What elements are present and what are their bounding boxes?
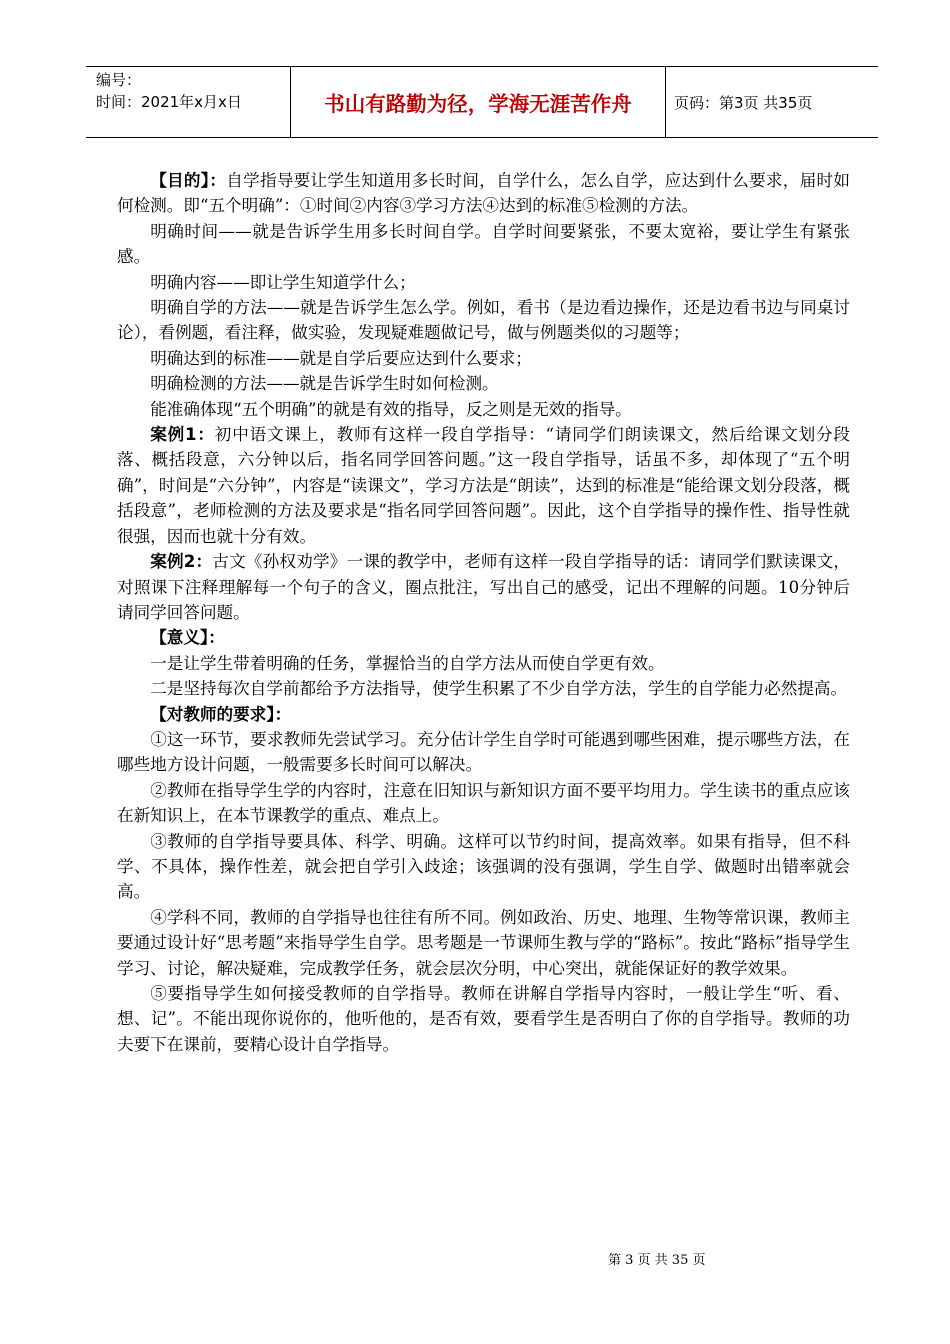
page-header	[86, 66, 878, 138]
document-time: 时间：2021年x月x日	[96, 93, 242, 111]
paragraph	[117, 676, 850, 701]
paragraph-heading: 【意义】：	[150, 628, 225, 648]
header-meta	[86, 67, 290, 137]
paragraph-text: 明确时间——就是告诉学生用多长时间自学。自学时间要紧张，不要太宽裕，要让学生有紧张感。	[117, 221, 850, 267]
paragraph-text: 二是坚持每次自学前都给予方法指导，使学生积累了不少自学方法，学生的自学能力必然提高。	[150, 679, 848, 699]
paragraph-text: 能准确体现“五个明确”的就是有效的指导，反之则是无效的指导。	[150, 399, 632, 419]
paragraph-heading: 【目的】：	[150, 171, 227, 190]
document-body	[117, 168, 850, 1057]
document-code: 编号：	[96, 71, 142, 89]
section-heading	[117, 702, 850, 727]
paragraph-text: 自学指导要让学生知道用多长时间，自学什么，怎么自学，应达到什么要求，届时如何检测。即“五个明确”：①时间②内容③学习方法④达到的标准⑤检测的方法。	[117, 171, 850, 216]
paragraph-text: ④学科不同，教师的自学指导也往往有所不同。例如政治、历史、地理、生物等常识课，教师主要通过设计好“思考题”来指导学生自学。思考题是一节课师生教与学的“路标”。按此“路标”指导学生学习、讨论，解决疑难，完成教学任务，就会层次分明，中心突出，就能保证好的教学效果。	[117, 907, 850, 978]
paragraph-heading: 【对教师的要求】：	[150, 704, 292, 724]
paragraph	[117, 397, 850, 422]
section-heading	[117, 625, 850, 650]
paragraph-text: 初中语文课上，教师有这样一段自学指导：“请同学们朗读课文，然后给课文划分段落、概括段意，六分钟以后，指名同学回答问题。”这一段自学指导，话虽不多，却体现了“五个明确”，时间是“六分钟”，内容是“读课文”，学习方法是“朗读”，达到的标准是“能给课文划分段落，概括段意”，老师检测的方法及要求是“指名同学回答问题”。因此，这个自学指导的操作性、指导性就很强，因而也就十分有效。	[117, 425, 850, 546]
paragraph-text: 明确内容——即让学生知道学什么；	[150, 272, 416, 292]
paragraph	[117, 219, 850, 270]
paragraph	[117, 829, 850, 905]
paragraph-text: ①这一环节，要求教师先尝试学习。充分估计学生自学时可能遇到哪些困难，提示哪些方法，在哪些地方设计问题，一般需要多长时间可以解决。	[117, 729, 850, 775]
paragraph	[117, 778, 850, 829]
paragraph-heading: 案例2：	[150, 552, 213, 572]
paragraph	[117, 905, 850, 981]
paragraph-text: 明确检测的方法——就是告诉学生时如何检测。	[150, 374, 499, 394]
paragraph-text: ③教师的自学指导要具体、科学、明确。这样可以节约时间，提高效率。如果有指导，但不科学、不具体，操作性差，就会把自学引入歧途；该强调的没有强调，学生自学、做题时出错率就会高。	[117, 831, 850, 902]
paragraph	[117, 168, 850, 219]
paragraph	[117, 422, 850, 549]
paragraph-text: 古文《孙权劝学》一课的教学中，老师有这样一段自学指导的话：请同学们默读课文，对照课下注释理解每一个句子的含义，圈点批注，写出自己的感受，记出不理解的问题。10分钟后请同学回答问题。	[117, 552, 851, 622]
paragraph	[117, 981, 850, 1057]
header-page-number: 页码：第3页 共35页	[674, 93, 813, 112]
paragraph-heading: 案例1：	[150, 425, 215, 445]
paragraph-text: 明确自学的方法——就是告诉学生怎么学。例如，看书（是边看边操作，还是边看书边与同桌讨论），看例题，看注释，做实验，发现疑难题做记号，做与例题类似的习题等；	[117, 298, 850, 343]
paragraph	[117, 727, 850, 778]
paragraph	[117, 295, 850, 346]
paragraph-text: ②教师在指导学生学的内容时，注意在旧知识与新知识方面不要平均用力。学生读书的重点应该在新知识上，在本节课教学的重点、难点上。	[117, 780, 850, 826]
header-motto: 书山有路勤为径，学海无涯苦作舟	[290, 67, 666, 137]
paragraph	[117, 371, 850, 396]
paragraph	[117, 549, 850, 625]
paragraph	[117, 651, 850, 676]
paragraph-text: 一是让学生带着明确的任务，掌握恰当的自学方法从而使自学更有效。	[150, 653, 665, 673]
page-footer: 第 3 页 共 35 页	[608, 1253, 706, 1268]
paragraph-text: ⑤要指导学生如何接受教师的自学指导。教师在讲解自学指导内容时，一般让学生“听、看、想、记”。不能出现你说你的，他听他的，是否有效，要看学生是否明白了你的自学指导。教师的功夫要下在课前，要精心设计自学指导。	[117, 984, 850, 1054]
paragraph	[117, 346, 850, 371]
paragraph	[117, 270, 850, 295]
paragraph-text: 明确达到的标准——就是自学后要应达到什么要求；	[150, 348, 532, 368]
